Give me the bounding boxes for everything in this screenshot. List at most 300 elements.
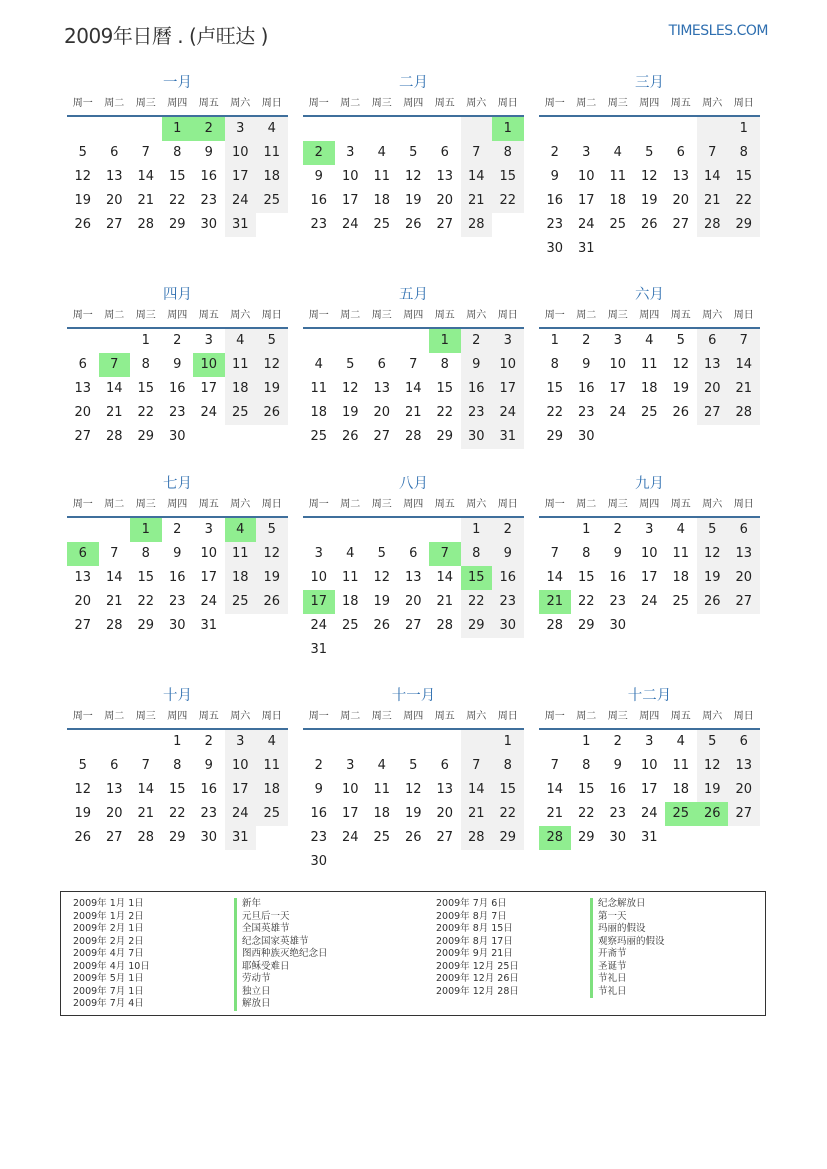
holiday-day-cell: 1: [130, 518, 162, 542]
empty-day-cell: [130, 117, 162, 141]
day-cell: 21: [697, 189, 729, 213]
day-cell: 28: [546, 618, 564, 633]
day-cell: 10: [225, 754, 257, 778]
day-cell: 23: [461, 401, 493, 425]
weekday-label: 周五: [198, 310, 219, 321]
day-cell: 15: [436, 381, 454, 396]
weekday-label: 周三: [607, 711, 628, 722]
weekday-header: [539, 706, 760, 730]
day-cell: 3: [204, 333, 213, 348]
day-grid: [303, 329, 524, 449]
day-cell: 3: [492, 329, 524, 353]
weekday-label: 周一: [308, 499, 329, 510]
day-cell: 18: [225, 377, 257, 401]
day-cell: 13: [728, 754, 760, 778]
empty-day-cell: [99, 730, 131, 754]
day-cell: 19: [341, 405, 359, 420]
day-cell: 25: [373, 217, 391, 232]
weekday-label: 周三: [371, 310, 392, 321]
weekday-label: 周日: [261, 310, 282, 321]
day-cell: 21: [105, 405, 123, 420]
day-cell: 28: [436, 618, 454, 633]
day-cell: 4: [676, 522, 685, 537]
empty-day-cell: [429, 518, 461, 542]
day-cell: 5: [697, 730, 729, 754]
day-cell: 19: [697, 566, 729, 590]
day-cell: 7: [409, 357, 418, 372]
site-link[interactable]: TIMESLES.COM: [668, 23, 768, 39]
day-cell: 19: [404, 193, 422, 208]
weekday-label: 周五: [670, 711, 691, 722]
weekday-label: 周二: [340, 499, 361, 510]
day-cell: 10: [577, 169, 595, 184]
day-grid: [303, 518, 524, 662]
empty-day-cell: [67, 730, 99, 754]
day-cell: 31: [225, 213, 257, 237]
day-cell: 28: [105, 429, 123, 444]
day-cell: 3: [346, 758, 355, 773]
day-cell: 27: [404, 618, 422, 633]
day-cell: 8: [582, 758, 591, 773]
holiday-day-cell: 28: [539, 826, 571, 850]
day-cell: 14: [105, 381, 123, 396]
day-cell: 9: [204, 145, 213, 160]
day-cell: 27: [105, 217, 123, 232]
holiday-day-cell: 21: [539, 590, 571, 614]
day-cell: 19: [404, 806, 422, 821]
weekday-label: 周四: [639, 499, 660, 510]
day-cell: 9: [613, 758, 622, 773]
day-cell: 13: [436, 782, 454, 797]
day-cell: 4: [377, 758, 386, 773]
day-cell: 31: [225, 826, 257, 850]
day-cell: 5: [78, 145, 87, 160]
day-cell: 12: [74, 782, 92, 797]
day-cell: 25: [341, 618, 359, 633]
empty-day-cell: [366, 518, 398, 542]
day-cell: 11: [341, 570, 359, 585]
weekday-label: 周三: [371, 711, 392, 722]
day-cell: 8: [461, 542, 493, 566]
day-cell: 23: [168, 594, 186, 609]
day-cell: 8: [492, 754, 524, 778]
day-cell: 23: [546, 217, 564, 232]
weekday-label: 周日: [733, 98, 754, 109]
day-cell: 10: [609, 357, 627, 372]
empty-day-cell: [99, 518, 131, 542]
day-cell: 22: [492, 802, 524, 826]
month-name: 八月: [399, 476, 428, 492]
empty-day-cell: [335, 117, 367, 141]
weekday-label: 周二: [340, 711, 361, 722]
day-cell: 20: [697, 377, 729, 401]
empty-day-cell: [99, 329, 131, 353]
day-cell: 24: [640, 594, 658, 609]
day-cell: 21: [436, 594, 454, 609]
empty-day-cell: [398, 117, 430, 141]
holiday-date: 2009年 12月 28日: [436, 985, 519, 997]
day-cell: 27: [697, 401, 729, 425]
day-grid: [539, 329, 760, 449]
month-block: [67, 285, 288, 449]
empty-day-cell: [303, 518, 335, 542]
holiday-day-cell: 2: [193, 117, 225, 141]
empty-day-cell: [99, 117, 131, 141]
day-cell: 30: [461, 425, 493, 449]
holiday-date: 2009年 8月 7日: [436, 910, 507, 922]
day-cell: 6: [78, 357, 87, 372]
day-cell: 23: [168, 405, 186, 420]
day-cell: 10: [225, 141, 257, 165]
holiday-dates-col-1: [73, 898, 150, 1011]
day-cell: 2: [461, 329, 493, 353]
day-cell: 16: [546, 193, 564, 208]
holiday-date: 2009年 2月 2日: [73, 935, 144, 947]
day-cell: 16: [609, 782, 627, 797]
weekday-header: [303, 93, 524, 117]
empty-day-cell: [67, 117, 99, 141]
holiday-name: 新年: [234, 898, 328, 911]
day-cell: 23: [200, 193, 218, 208]
weekday-label: 周五: [434, 310, 455, 321]
holiday-date: 2009年 4月 10日: [73, 960, 150, 972]
holiday-date: 2009年 4月 7日: [73, 948, 144, 959]
holiday-date: 2009年 1月 2日: [73, 910, 144, 922]
day-cell: 4: [676, 734, 685, 749]
empty-day-cell: [366, 329, 398, 353]
day-cell: 8: [492, 141, 524, 165]
weekday-label: 周一: [544, 98, 565, 109]
day-cell: 13: [74, 381, 92, 396]
holiday-day-cell: 1: [162, 117, 194, 141]
day-cell: 12: [697, 754, 729, 778]
holiday-day-cell: 26: [697, 802, 729, 826]
day-cell: 29: [137, 429, 155, 444]
empty-day-cell: [67, 329, 99, 353]
weekday-header: [539, 93, 760, 117]
empty-day-cell: [335, 730, 367, 754]
weekday-label: 周一: [308, 310, 329, 321]
day-cell: 5: [645, 145, 654, 160]
day-cell: 10: [640, 546, 658, 561]
day-grid: [303, 117, 524, 237]
weekday-label: 周五: [198, 499, 219, 510]
day-cell: 16: [577, 381, 595, 396]
day-cell: 25: [310, 429, 328, 444]
holiday-day-cell: 6: [67, 542, 99, 566]
day-cell: 24: [577, 217, 595, 232]
day-cell: 11: [310, 381, 328, 396]
day-cell: 9: [314, 782, 323, 797]
day-cell: 26: [640, 217, 658, 232]
day-cell: 2: [550, 145, 559, 160]
month-name: 四月: [163, 287, 192, 303]
day-cell: 6: [110, 758, 119, 773]
day-cell: 11: [373, 169, 391, 184]
day-cell: 16: [609, 570, 627, 585]
day-cell: 28: [137, 217, 155, 232]
day-cell: 21: [461, 189, 493, 213]
weekday-header: [303, 706, 524, 730]
day-cell: 11: [672, 758, 690, 773]
day-cell: 7: [461, 141, 493, 165]
holiday-names-col-2: [590, 898, 665, 998]
day-cell: 2: [582, 333, 591, 348]
day-cell: 14: [728, 353, 760, 377]
day-cell: 30: [546, 241, 564, 256]
holiday-name: 元旦后一天: [234, 911, 328, 924]
holiday-name: 图西种族灭绝纪念日: [234, 948, 328, 961]
day-cell: 2: [173, 333, 182, 348]
day-cell: 20: [105, 806, 123, 821]
day-cell: 26: [341, 429, 359, 444]
day-cell: 10: [200, 546, 218, 561]
day-cell: 4: [346, 546, 355, 561]
holiday-name: 圣诞节: [590, 961, 665, 974]
day-cell: 6: [697, 329, 729, 353]
holiday-day-cell: 1: [492, 117, 524, 141]
day-cell: 8: [173, 758, 182, 773]
weekday-label: 周四: [167, 98, 188, 109]
day-cell: 14: [461, 165, 493, 189]
day-cell: 19: [74, 806, 92, 821]
day-cell: 12: [341, 381, 359, 396]
day-cell: 13: [404, 570, 422, 585]
empty-day-cell: [602, 117, 634, 141]
day-grid: [67, 329, 288, 449]
day-cell: 22: [168, 806, 186, 821]
day-cell: 19: [256, 377, 288, 401]
day-cell: 12: [74, 169, 92, 184]
weekday-label: 周六: [230, 98, 251, 109]
day-cell: 12: [640, 169, 658, 184]
weekday-label: 周二: [104, 98, 125, 109]
day-cell: 24: [225, 189, 257, 213]
weekday-label: 周一: [72, 310, 93, 321]
holiday-date: 2009年 9月 21日: [436, 948, 513, 959]
day-cell: 12: [256, 353, 288, 377]
day-cell: 5: [377, 546, 386, 561]
weekday-label: 周一: [72, 711, 93, 722]
holiday-name: 劳动节: [234, 973, 328, 986]
weekday-label: 周六: [230, 310, 251, 321]
day-cell: 11: [256, 141, 288, 165]
weekday-label: 周二: [104, 310, 125, 321]
month-block: [539, 474, 760, 638]
weekday-header: [539, 494, 760, 518]
weekday-header: [67, 93, 288, 117]
day-cell: 19: [74, 193, 92, 208]
day-cell: 11: [672, 546, 690, 561]
day-cell: 27: [74, 618, 92, 633]
day-cell: 22: [577, 806, 595, 821]
day-cell: 30: [168, 618, 186, 633]
empty-day-cell: [461, 730, 493, 754]
day-cell: 16: [461, 377, 493, 401]
day-cell: 23: [200, 806, 218, 821]
day-cell: 18: [256, 778, 288, 802]
holiday-date: 2009年 1月 1日: [73, 898, 144, 909]
empty-day-cell: [303, 329, 335, 353]
holiday-day-cell: 25: [665, 802, 697, 826]
day-cell: 2: [204, 734, 213, 749]
day-cell: 21: [404, 405, 422, 420]
day-grid: [67, 117, 288, 237]
day-cell: 13: [373, 381, 391, 396]
day-cell: 29: [168, 830, 186, 845]
day-cell: 9: [173, 357, 182, 372]
day-cell: 6: [440, 758, 449, 773]
month-name: 七月: [163, 476, 192, 492]
month-name: 十月: [163, 688, 192, 704]
weekday-label: 周日: [733, 711, 754, 722]
empty-day-cell: [398, 329, 430, 353]
day-cell: 26: [74, 217, 92, 232]
day-cell: 20: [373, 405, 391, 420]
day-cell: 22: [168, 193, 186, 208]
weekday-label: 周日: [497, 98, 518, 109]
weekday-label: 周三: [135, 499, 156, 510]
day-cell: 5: [78, 758, 87, 773]
day-cell: 7: [697, 141, 729, 165]
weekday-label: 周三: [135, 98, 156, 109]
day-cell: 9: [314, 169, 323, 184]
day-cell: 7: [141, 758, 150, 773]
empty-day-cell: [366, 117, 398, 141]
month-block: [303, 474, 524, 662]
day-cell: 23: [492, 590, 524, 614]
day-cell: 14: [546, 570, 564, 585]
day-cell: 26: [697, 590, 729, 614]
empty-day-cell: [67, 518, 99, 542]
month-block: [303, 686, 524, 874]
weekday-label: 周六: [702, 98, 723, 109]
day-cell: 5: [256, 329, 288, 353]
day-cell: 7: [728, 329, 760, 353]
day-cell: 31: [492, 425, 524, 449]
day-cell: 3: [225, 730, 257, 754]
day-cell: 19: [672, 381, 690, 396]
day-cell: 16: [310, 806, 328, 821]
day-cell: 12: [404, 782, 422, 797]
day-cell: 25: [672, 594, 690, 609]
holiday-name: 观察玛丽的假设: [590, 936, 665, 949]
day-cell: 18: [640, 381, 658, 396]
empty-day-cell: [303, 117, 335, 141]
day-cell: 22: [137, 594, 155, 609]
holiday-date: 2009年 8月 17日: [436, 935, 513, 947]
weekday-label: 周一: [544, 711, 565, 722]
weekday-label: 周六: [230, 711, 251, 722]
day-cell: 6: [377, 357, 386, 372]
weekday-label: 周四: [639, 310, 660, 321]
holiday-name: 节礼日: [590, 986, 665, 999]
weekday-label: 周四: [403, 310, 424, 321]
weekday-label: 周日: [733, 499, 754, 510]
day-cell: 20: [672, 193, 690, 208]
empty-day-cell: [303, 730, 335, 754]
holiday-name: 耶稣受难日: [234, 961, 328, 974]
day-cell: 26: [256, 590, 288, 614]
day-cell: 14: [697, 165, 729, 189]
day-cell: 1: [728, 117, 760, 141]
day-cell: 10: [341, 782, 359, 797]
day-cell: 28: [461, 826, 493, 850]
weekday-label: 周六: [466, 310, 487, 321]
empty-day-cell: [571, 117, 603, 141]
weekday-label: 周日: [261, 711, 282, 722]
weekday-label: 周五: [670, 310, 691, 321]
day-cell: 27: [105, 830, 123, 845]
month-block: [539, 686, 760, 850]
day-cell: 6: [728, 518, 760, 542]
holiday-name: 第一天: [590, 911, 665, 924]
day-cell: 13: [697, 353, 729, 377]
day-cell: 28: [105, 618, 123, 633]
weekday-label: 周五: [434, 98, 455, 109]
day-cell: 6: [440, 145, 449, 160]
day-cell: 6: [409, 546, 418, 561]
day-cell: 14: [404, 381, 422, 396]
day-grid: [539, 117, 760, 261]
day-cell: 29: [492, 826, 524, 850]
day-cell: 19: [697, 778, 729, 802]
day-cell: 4: [256, 730, 288, 754]
day-cell: 22: [492, 189, 524, 213]
day-cell: 3: [225, 117, 257, 141]
day-cell: 30: [577, 429, 595, 444]
day-cell: 20: [105, 193, 123, 208]
weekday-label: 周四: [167, 310, 188, 321]
day-cell: 29: [436, 429, 454, 444]
day-cell: 30: [310, 854, 328, 869]
day-cell: 14: [137, 169, 155, 184]
day-cell: 13: [74, 570, 92, 585]
weekday-label: 周日: [261, 499, 282, 510]
day-cell: 15: [546, 381, 564, 396]
day-cell: 20: [436, 193, 454, 208]
day-cell: 26: [256, 401, 288, 425]
day-cell: 27: [436, 830, 454, 845]
weekday-label: 周二: [104, 711, 125, 722]
month-block: [67, 686, 288, 850]
weekday-label: 周四: [167, 499, 188, 510]
day-cell: 3: [582, 145, 591, 160]
weekday-label: 周六: [702, 711, 723, 722]
day-cell: 17: [200, 570, 218, 585]
empty-day-cell: [335, 518, 367, 542]
holiday-date: 2009年 12月 26日: [436, 973, 519, 984]
day-cell: 5: [697, 518, 729, 542]
holiday-day-cell: 15: [461, 566, 493, 590]
day-cell: 12: [404, 169, 422, 184]
day-cell: 5: [256, 518, 288, 542]
day-cell: 12: [697, 542, 729, 566]
day-cell: 17: [200, 381, 218, 396]
empty-day-cell: [130, 730, 162, 754]
day-cell: 31: [640, 830, 658, 845]
holiday-name: 开斋节: [590, 948, 665, 961]
holiday-day-cell: 1: [429, 329, 461, 353]
weekday-label: 周三: [135, 711, 156, 722]
holiday-date: 2009年 5月 1日: [73, 973, 144, 984]
holiday-day-cell: 4: [225, 518, 257, 542]
day-cell: 11: [256, 754, 288, 778]
weekday-label: 周六: [466, 499, 487, 510]
day-cell: 24: [341, 830, 359, 845]
month-name: 五月: [399, 287, 428, 303]
day-cell: 14: [546, 782, 564, 797]
